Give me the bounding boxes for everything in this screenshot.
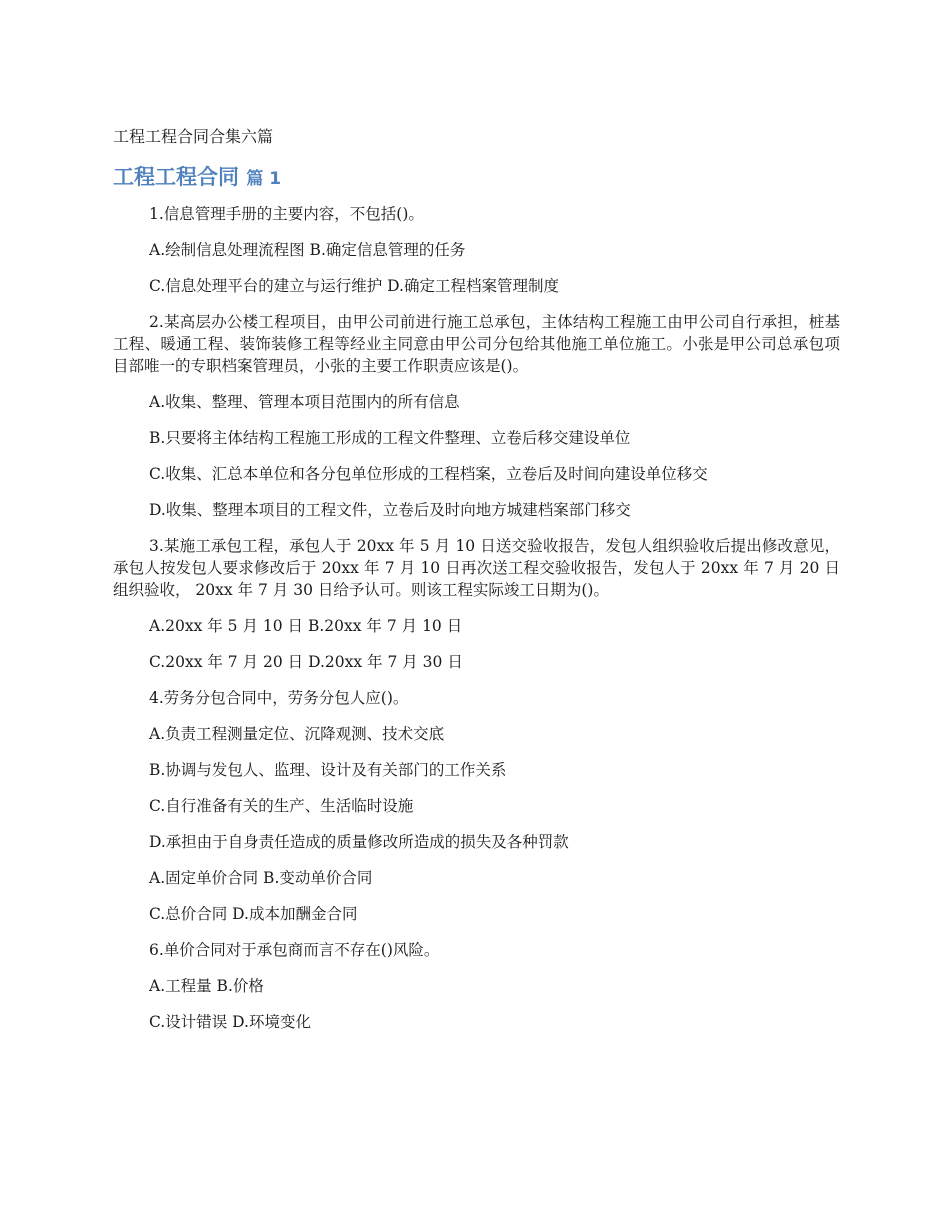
paragraph: D.承担由于自身责任造成的质量修改所造成的损失及各种罚款 xyxy=(149,833,569,851)
paragraph: C.自行准备有关的生产、生活临时设施 xyxy=(149,797,414,815)
paragraph: A.固定单价合同 B.变动单价合同 xyxy=(149,869,373,887)
paragraph: 1.信息管理手册的主要内容，不包括()。 xyxy=(149,205,424,223)
paragraph: C.设计错误 D.环境变化 xyxy=(149,1013,311,1031)
document-body xyxy=(113,203,840,1047)
paragraph: A.收集、整理、管理本项目范围内的所有信息 xyxy=(149,393,460,411)
section-heading-text: 工程工程合同 xyxy=(113,165,239,189)
paragraph: A.20xx 年 5 月 10 日 B.20xx 年 7 月 10 日 xyxy=(149,617,463,635)
paragraph: 3.某施工承包工程，承包人于 20xx 年 5 月 10 日送交验收报告，发包人组织验收后提出修改意见，承包人按发包人要求修改后于 20xx 年 7 月 10 日再次送工程交验收报告，发包人于 20xx 年 7 月 20 日组织验收， 20xx 年 7 月 30 日给予认可。则该工程实际竣工日期为()。 xyxy=(113,537,840,599)
paragraph: C.信息处理平台的建立与运行维护 D.确定工程档案管理制度 xyxy=(149,277,559,295)
paragraph: C.20xx 年 7 月 20 日 D.20xx 年 7 月 30 日 xyxy=(149,653,463,671)
paragraph: C.总价合同 D.成本加酬金合同 xyxy=(149,905,358,923)
paragraph: D.收集、整理本项目的工程文件，立卷后及时向地方城建档案部门移交 xyxy=(149,501,631,519)
paragraph: 4.劳务分包合同中，劳务分包人应()。 xyxy=(149,689,409,707)
paragraph: A.绘制信息处理流程图 B.确定信息管理的任务 xyxy=(149,241,466,259)
paragraph: A.工程量 B.价格 xyxy=(149,977,264,995)
section-heading-number: 篇 1 xyxy=(246,169,282,189)
paragraph: C.收集、汇总本单位和各分包单位形成的工程档案，立卷后及时间向建设单位移交 xyxy=(149,465,708,483)
paragraph: 6.单价合同对于承包商而言不存在()风险。 xyxy=(149,941,440,959)
paragraph: B.只要将主体结构工程施工形成的工程文件整理、立卷后移交建设单位 xyxy=(149,429,631,447)
paragraph: B.协调与发包人、监理、设计及有关部门的工作关系 xyxy=(149,761,507,779)
document-title: 工程工程合同合集六篇 xyxy=(113,127,274,146)
paragraph: A.负责工程测量定位、沉降观测、技术交底 xyxy=(149,725,445,743)
paragraph: 2.某高层办公楼工程项目，由甲公司前进行施工总承包，主体结构工程施工由甲公司自行承担，桩基工程、暖通工程、装饰装修工程等经业主同意由甲公司分包给其他施工单位施工。小张是甲公司总承包项目部唯一的专职档案管理员，小张的主要工作职责应该是()。 xyxy=(113,313,840,375)
section-heading xyxy=(113,163,281,193)
